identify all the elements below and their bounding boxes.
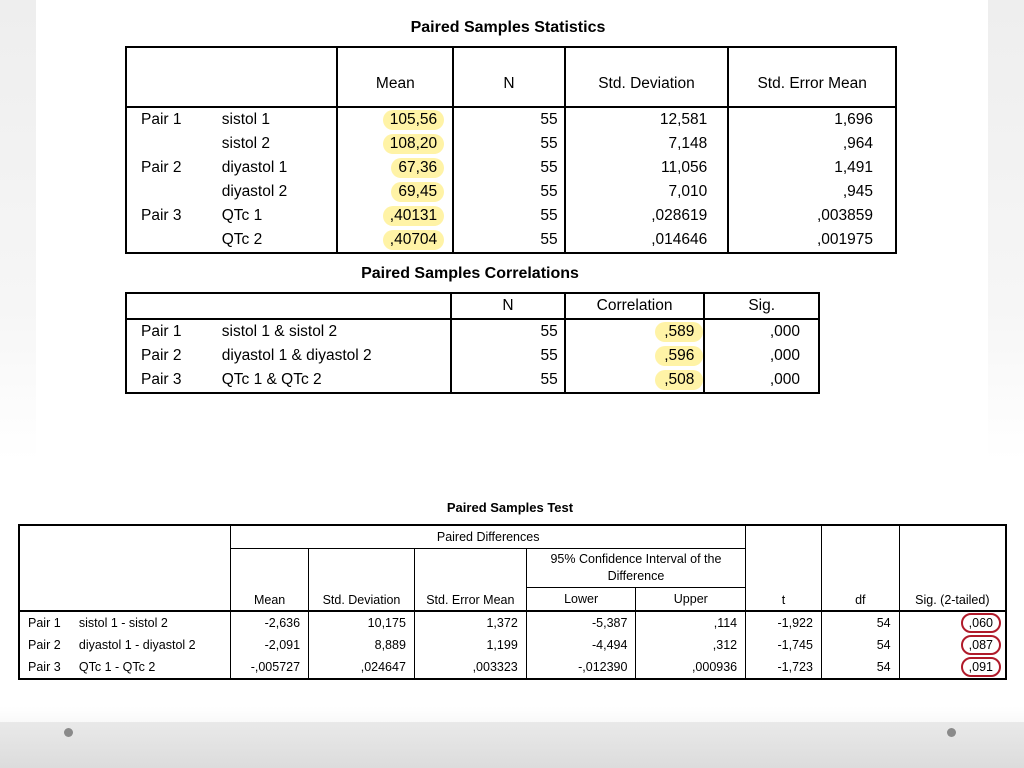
corr-title: Paired Samples Correlations <box>361 265 579 282</box>
mean-highlight: 105,56 <box>383 110 444 130</box>
stats-row <box>126 132 896 156</box>
sem-value: 1,372 <box>414 611 526 634</box>
sig-circle: ,091 <box>961 657 1001 677</box>
test-group-header: Paired Differences <box>231 525 746 549</box>
corr-row <box>126 368 819 393</box>
pair-label: Pair 1 <box>28 616 61 630</box>
test-col-lower: Lower <box>526 588 636 612</box>
sd-value: 7,148 <box>565 132 729 156</box>
n-value: 55 <box>451 319 564 344</box>
ci-lower-value: -,012390 <box>526 656 636 679</box>
n-value: 55 <box>451 344 564 368</box>
pair-label: Pair 2 <box>141 347 182 364</box>
mean-value <box>337 204 453 228</box>
sd-value: 12,581 <box>565 107 729 132</box>
test-col-t: t <box>746 525 822 611</box>
test-col-sem: Std. Error Mean <box>414 549 526 612</box>
test-row <box>19 634 1006 656</box>
sem-value: ,945 <box>842 183 873 200</box>
corr-row <box>126 344 819 368</box>
n-value: 55 <box>453 107 564 132</box>
mean-value <box>337 156 453 180</box>
corr-col-correlation: Correlation <box>565 293 705 319</box>
corr-row <box>126 319 819 344</box>
mean-highlight: 108,20 <box>383 134 444 154</box>
test-col-mean: Mean <box>231 549 309 612</box>
variable-label: diyastol 1 & diyastol 2 <box>222 344 452 368</box>
pair-label <box>126 132 222 156</box>
stats-row <box>126 156 896 180</box>
sem-value: 1,696 <box>834 111 873 128</box>
pair-label <box>126 228 222 253</box>
t-value: -1,745 <box>746 634 822 656</box>
sem-value: ,001975 <box>816 231 873 248</box>
correlation-value <box>565 344 705 368</box>
corr-header-row <box>126 293 819 319</box>
sig-value: ,000 <box>769 371 800 388</box>
test-table <box>18 524 1007 680</box>
n-value: 55 <box>453 180 564 204</box>
mean-diff-value: -,005727 <box>231 656 309 679</box>
variable-label: sistol 1 <box>222 107 338 132</box>
ci-lower-value: -4,494 <box>526 634 636 656</box>
correlation-value <box>565 368 705 393</box>
mean-diff-value: -2,636 <box>231 611 309 634</box>
sem-value: ,003859 <box>816 207 873 224</box>
sig-value <box>899 611 1006 634</box>
test-col-df: df <box>821 525 899 611</box>
stats-row <box>126 228 896 253</box>
ci-upper-value: ,114 <box>636 611 746 634</box>
pair-label: Pair 1 <box>141 323 182 340</box>
mean-diff-value: -2,091 <box>231 634 309 656</box>
sig-circle: ,060 <box>961 613 1001 633</box>
sig-value <box>899 656 1006 679</box>
test-header-row-1 <box>19 525 1006 549</box>
stats-row <box>126 107 896 132</box>
variable-label: QTc 1 - QTc 2 <box>79 656 231 679</box>
variable-label: QTc 1 & QTc 2 <box>222 368 452 393</box>
pair-label: Pair 3 <box>28 660 61 674</box>
slide-footer-band <box>0 722 1024 768</box>
stats-title: Paired Samples Statistics <box>410 19 606 36</box>
variable-label: diyastol 2 <box>222 180 338 204</box>
pair-label: Pair 2 <box>28 638 61 652</box>
mean-highlight: ,40704 <box>383 230 444 250</box>
test-row <box>19 611 1006 634</box>
n-value: 55 <box>453 156 564 180</box>
sig-circle: ,087 <box>961 635 1001 655</box>
sd-value: 7,010 <box>565 180 729 204</box>
variable-label: sistol 2 <box>222 132 338 156</box>
sem-value: ,964 <box>842 135 873 152</box>
df-value: 54 <box>821 634 899 656</box>
prev-slide-dot-icon[interactable] <box>64 728 73 737</box>
variable-label: QTc 1 <box>222 204 338 228</box>
pair-label: Pair 1 <box>141 111 182 128</box>
correlation-highlight: ,589 <box>655 322 703 342</box>
variable-label: diyastol 1 - diyastol 2 <box>79 634 231 656</box>
variable-label: diyastol 1 <box>222 156 338 180</box>
sem-value: ,003323 <box>414 656 526 679</box>
sem-value: 1,491 <box>834 159 873 176</box>
test-col-upper: Upper <box>636 588 746 612</box>
stats-col-sd: Std. Deviation <box>565 47 729 107</box>
sd-value: 8,889 <box>309 634 415 656</box>
sig-value <box>899 634 1006 656</box>
n-value: 55 <box>453 228 564 253</box>
variable-label: sistol 1 - sistol 2 <box>79 611 231 634</box>
df-value: 54 <box>821 611 899 634</box>
mean-highlight: 67,36 <box>391 158 444 178</box>
mean-highlight: 69,45 <box>391 182 444 202</box>
test-ci-header: 95% Confidence Interval of the Difference <box>526 549 745 588</box>
stats-col-sem: Std. Error Mean <box>757 75 867 92</box>
n-value: 55 <box>451 368 564 393</box>
variable-label: QTc 2 <box>222 228 338 253</box>
pair-label: Pair 3 <box>141 371 182 388</box>
pair-label: Pair 2 <box>141 159 182 176</box>
sd-value: ,024647 <box>309 656 415 679</box>
sd-value: 10,175 <box>309 611 415 634</box>
ci-lower-value: -5,387 <box>526 611 636 634</box>
sd-value: ,028619 <box>565 204 729 228</box>
test-row <box>19 656 1006 679</box>
variable-label: sistol 1 & sistol 2 <box>222 319 452 344</box>
t-value: -1,723 <box>746 656 822 679</box>
correlation-highlight: ,508 <box>655 370 703 390</box>
df-value: 54 <box>821 656 899 679</box>
stats-col-mean: Mean <box>337 47 453 107</box>
sig-value: ,000 <box>769 347 800 364</box>
correlation-value <box>565 319 705 344</box>
mean-value <box>337 132 453 156</box>
n-value: 55 <box>453 204 564 228</box>
pair-label: Pair 3 <box>141 207 182 224</box>
stats-row <box>126 180 896 204</box>
mean-value <box>337 107 453 132</box>
test-title: Paired Samples Test <box>446 500 574 515</box>
stats-row <box>126 204 896 228</box>
pair-label <box>126 180 222 204</box>
sem-value: 1,199 <box>414 634 526 656</box>
corr-table <box>125 292 820 394</box>
sig-value: ,000 <box>769 323 800 340</box>
stats-header-row <box>126 47 896 107</box>
stats-col-n: N <box>453 47 564 107</box>
t-value: -1,922 <box>746 611 822 634</box>
ci-upper-value: ,312 <box>636 634 746 656</box>
n-value: 55 <box>453 132 564 156</box>
mean-value <box>337 180 453 204</box>
sd-value: 11,056 <box>565 156 729 180</box>
correlation-highlight: ,596 <box>655 346 703 366</box>
test-col-sd: Std. Deviation <box>309 549 415 612</box>
sd-value: ,014646 <box>565 228 729 253</box>
next-slide-dot-icon[interactable] <box>947 728 956 737</box>
stats-table <box>125 46 897 254</box>
ci-upper-value: ,000936 <box>636 656 746 679</box>
mean-value <box>337 228 453 253</box>
corr-col-sig: Sig. <box>748 297 776 314</box>
corr-col-n: N <box>451 293 564 319</box>
test-col-sig: Sig. (2-tailed) <box>915 593 990 607</box>
mean-highlight: ,40131 <box>383 206 444 226</box>
